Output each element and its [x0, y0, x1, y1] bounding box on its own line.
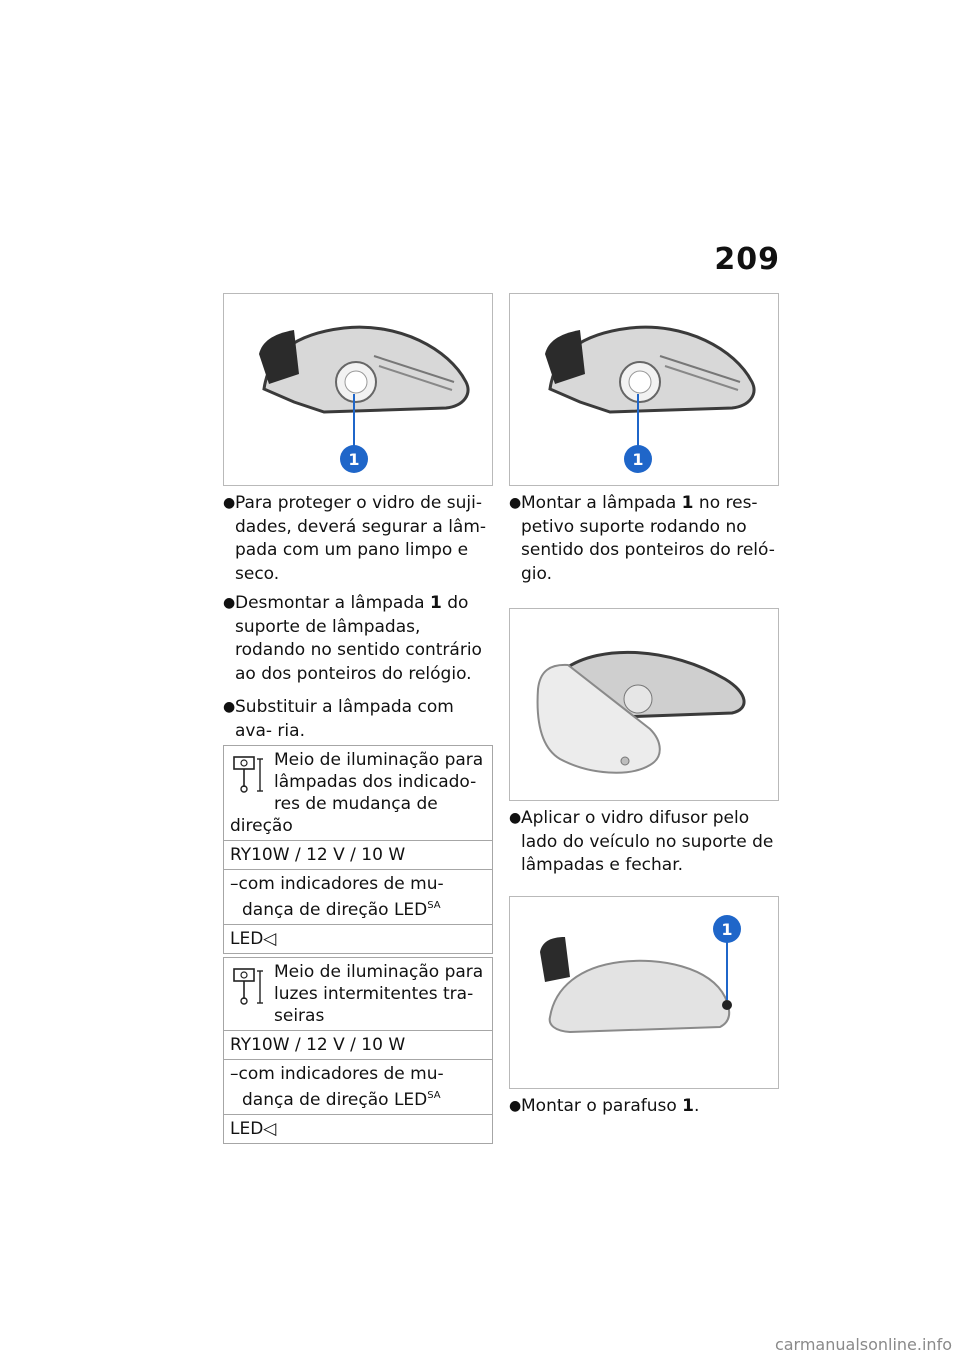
bullet-icon: ● — [223, 699, 236, 715]
bullet-icon: ● — [223, 495, 236, 511]
right-column — [509, 293, 779, 1124]
list-item: ● Aplicar o vidro difusor pelo lado do veículo no suporte de lâmpadas e fechar. — [509, 808, 774, 875]
bullet-icon: ● — [509, 810, 522, 826]
lamp-illustration — [224, 294, 492, 485]
led-option: –com indicadores de mu- dança de direção $LED^{SA}$ — [224, 1060, 493, 1115]
led-end-mark: LED◁ — [224, 1115, 493, 1144]
callout-1: 1 — [721, 919, 733, 939]
list-item: ● Desmontar a lâmpada 1 do suporte de lâmpadas, rodando no sentido contrário ao dos ponteiros do relógio. — [223, 593, 482, 684]
table-header: Meio de iluminação para lâmpadas dos indicado- res de mudança de direção — [224, 746, 493, 841]
lamp-illustration — [510, 294, 778, 485]
figure-bulb-removal — [223, 293, 493, 486]
bulb-spec-icon — [230, 965, 268, 1009]
bulb-spec: RY10W / 12 V / 10 W — [224, 1031, 493, 1060]
list-item: ● Montar o parafuso 1. — [509, 1095, 779, 1119]
right-steps-2 — [509, 807, 779, 878]
led-end-mark: LED◁ — [224, 925, 493, 954]
bulb-spec: RY10W / 12 V / 10 W — [224, 841, 493, 870]
callout-1: 1 — [632, 450, 644, 469]
list-item: ● Substituir a lâmpada com ava- ria. — [223, 697, 454, 741]
right-steps-1 — [509, 492, 779, 586]
bullet-icon: ● — [509, 1097, 522, 1114]
callout-1: 1 — [348, 450, 360, 469]
bulb-table-indicators — [223, 745, 493, 954]
right-steps-3 — [509, 1095, 779, 1119]
watermark: carmanualsonline.info — [774, 1335, 952, 1354]
left-steps — [223, 492, 493, 743]
figure-screw — [509, 896, 779, 1089]
table-header: Meio de iluminação para luzes intermitentes tra- seiras — [224, 958, 493, 1031]
figure-bulb-install — [509, 293, 779, 486]
page-number: 209 — [714, 242, 780, 277]
list-item: ● Para proteger o vidro de suji- dades, deverá segurar a lâm- pada com um pano limpo e seco. — [223, 493, 487, 584]
lens-illustration — [510, 609, 778, 800]
list-item: ● Montar a lâmpada 1 no res- petivo suporte rodando no sentido dos ponteiros do reló- gio. — [509, 493, 775, 584]
bulb-spec-icon — [230, 753, 268, 797]
left-column — [223, 293, 493, 1144]
bullet-icon: ● — [223, 595, 236, 611]
screw-illustration — [510, 897, 778, 1088]
led-option: –com indicadores de mu- dança de direção $LED^{SA}$ — [224, 870, 493, 925]
bullet-icon: ● — [509, 495, 522, 511]
figure-lens-apply — [509, 608, 779, 801]
bulb-table-rear — [223, 957, 493, 1144]
